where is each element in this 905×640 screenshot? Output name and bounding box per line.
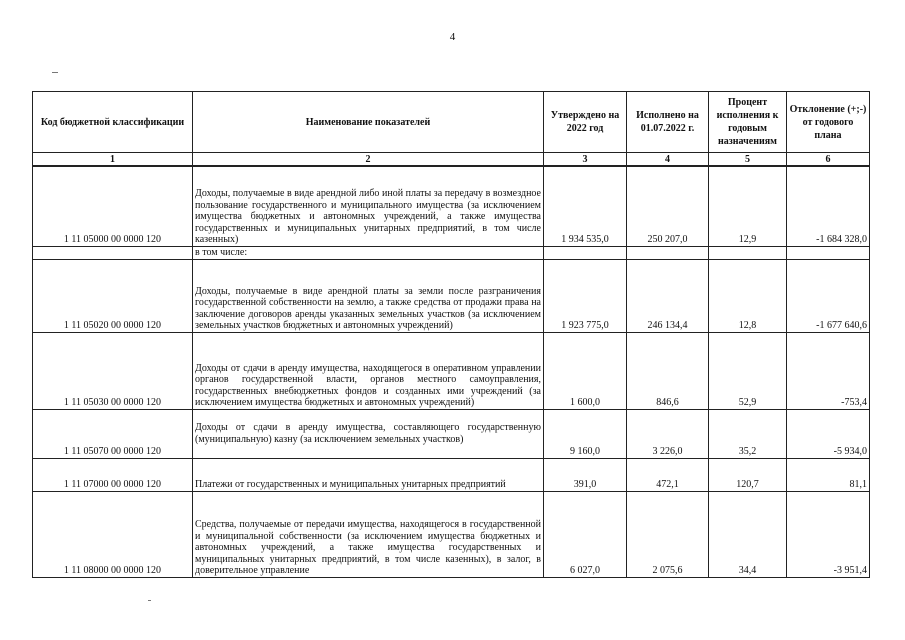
col-num-3: 3 [544,153,627,167]
page-number: 4 [449,31,456,43]
row-name: Платежи от государственных и муниципальных унитарных предприятий [193,458,544,491]
row-executed: 3 226,0 [627,409,709,458]
row-deviation: -1 677 640,6 [787,259,870,332]
empty-cell [544,246,627,259]
table-row [33,166,870,246]
row-approved: 6 027,0 [544,491,627,577]
col-num-1: 1 [33,153,193,167]
header-row [33,92,870,153]
row-name: Доходы от сдачи в аренду имущества, составляющего государственную (муниципальную) казну (за исключением земельных участков) [193,409,544,458]
row-code: 1 11 05030 00 0000 120 [33,332,193,409]
col-header-approved: Утверждено на 2022 год [544,92,627,153]
table-row [33,259,870,332]
table-row-subheading [33,246,870,259]
row-code: 1 11 07000 00 0000 120 [33,458,193,491]
scan-speck [52,72,58,73]
row-name: Доходы, получаемые в виде арендной либо иной платы за передачу в возмездное пользование государственного и муниципального имущества (за исключением имущества бюджетных и автономных учреждений, а также имущества государственных и муниципальных унитарных предприятий, в том числе казенных) [193,166,544,246]
column-number-row [33,153,870,167]
row-percent: 120,7 [709,458,787,491]
row-percent: 12,9 [709,166,787,246]
row-approved: 1 600,0 [544,332,627,409]
row-deviation: -1 684 328,0 [787,166,870,246]
row-approved: 391,0 [544,458,627,491]
subheading-text: в том числе: [193,246,544,259]
scan-speck [148,600,151,601]
empty-cell [709,246,787,259]
table-row [33,458,870,491]
row-name: Доходы, получаемые в виде арендной платы за земли после разграничения государственной собственности на землю, а также средства от продажи права на заключение договоров аренды указанных земельных участков (за исключением земельных участков бюджетных и автономных учреждений) [193,259,544,332]
col-num-4: 4 [627,153,709,167]
table-row [33,409,870,458]
table-row [33,332,870,409]
row-percent: 12,8 [709,259,787,332]
col-num-2: 2 [193,153,544,167]
row-deviation: 81,1 [787,458,870,491]
budget-table [32,91,870,578]
row-approved: 1 923 775,0 [544,259,627,332]
empty-cell [787,246,870,259]
row-executed: 2 075,6 [627,491,709,577]
row-code: 1 11 05020 00 0000 120 [33,259,193,332]
row-deviation: -5 934,0 [787,409,870,458]
col-header-deviation: Отклонение (+;-) от годового плана [787,92,870,153]
row-name: Доходы от сдачи в аренду имущества, находящегося в оперативном управлении органов государственной власти, органов местного самоуправления, государственных внебюджетных фондов и созданных ими учреждений (за исключением имущества бюджетных и автономных учреждений) [193,332,544,409]
row-executed: 250 207,0 [627,166,709,246]
empty-cell [627,246,709,259]
row-deviation: -753,4 [787,332,870,409]
row-code: 1 11 05070 00 0000 120 [33,409,193,458]
col-header-code: Код бюджетной классификации [33,92,193,153]
table-row [33,491,870,577]
row-percent: 34,4 [709,491,787,577]
empty-cell [33,246,193,259]
col-num-5: 5 [709,153,787,167]
row-approved: 1 934 535,0 [544,166,627,246]
row-deviation: -3 951,4 [787,491,870,577]
row-percent: 35,2 [709,409,787,458]
row-code: 1 11 05000 00 0000 120 [33,166,193,246]
col-header-executed: Исполнено на 01.07.2022 г. [627,92,709,153]
row-code: 1 11 08000 00 0000 120 [33,491,193,577]
row-name: Средства, получаемые от передачи имущества, находящегося в государственной и муниципальной собственности (за исключением имущества бюджетных и автономных учреждений, а также имущества государственных и муниципальных унитарных предприятий, в том числе казенных), в залог, в доверительное управление [193,491,544,577]
row-approved: 9 160,0 [544,409,627,458]
col-num-6: 6 [787,153,870,167]
row-executed: 846,6 [627,332,709,409]
row-percent: 52,9 [709,332,787,409]
row-executed: 246 134,4 [627,259,709,332]
row-executed: 472,1 [627,458,709,491]
col-header-percent: Процент исполнения к годовым назначениям [709,92,787,153]
col-header-name: Наименование показателей [193,92,544,153]
